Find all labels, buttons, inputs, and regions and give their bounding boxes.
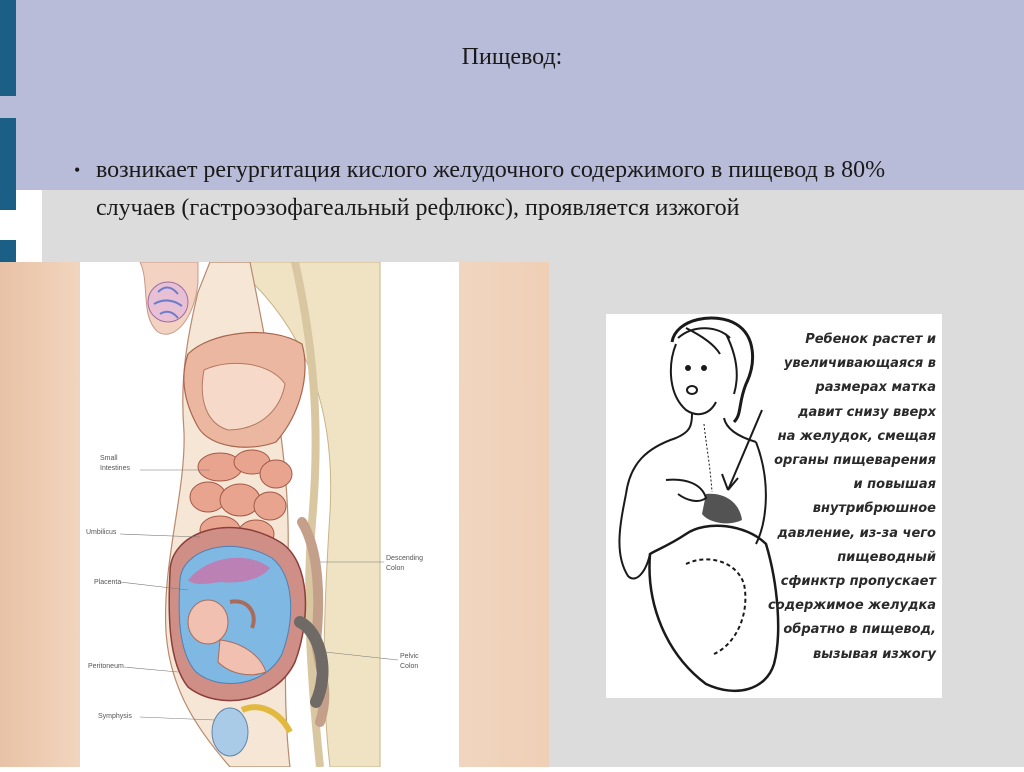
label-descending-colon: Colon [386,565,405,572]
caption-line: и повышая [853,477,936,493]
anatomy-figure-panel [80,262,459,767]
caption-line: внутрибрюшное [812,501,936,517]
caption-line: вызывая изжогу [813,646,936,662]
accent-bar [0,240,16,262]
caption-line: давит снизу вверх [798,404,936,420]
label-small-intestines: Intestines [100,465,130,472]
slide-title: Пищевод: [461,44,563,70]
anatomy-illustration [80,262,459,767]
sketch-figure [606,314,942,698]
label-small-intestines: Small [100,455,118,462]
caption-line: обратно в пищевод, [783,622,936,638]
caption-line: размерах матка [815,380,936,396]
label-placenta: Placenta [94,579,122,586]
anatomy-figure [0,262,549,767]
label-pelvic-colon: Colon [400,663,419,670]
caption-line: Ребенок растет и [805,332,936,347]
label-peritoneum: Peritoneum [88,663,124,670]
caption-line: пищеводный [837,549,936,565]
label-pelvic-colon: Pelvic [400,653,419,660]
caption-line: на желудок, смещая [777,428,936,444]
sketch-caption [768,328,936,667]
bullet-item: • возникает регургитация кислого желудочного содержимого в пищевод в 80% случаев (гастроэзофагеальный рефлюкс), проявляется изжогой [62,151,962,227]
caption-line: органы пищеварения [774,453,936,469]
label-descending-colon: Descending [386,555,423,562]
caption-line: давление, из-за чего [777,525,936,541]
caption-line: увеличивающаяся в [783,356,936,372]
caption-line: содержимое желудка [768,598,937,614]
label-umbilicus: Umbilicus [86,529,117,536]
label-symphysis: Symphysis [98,713,132,720]
bullet-list [62,151,962,227]
accent-bar [0,118,16,210]
caption-line: сфинктр пропускает [780,574,936,590]
